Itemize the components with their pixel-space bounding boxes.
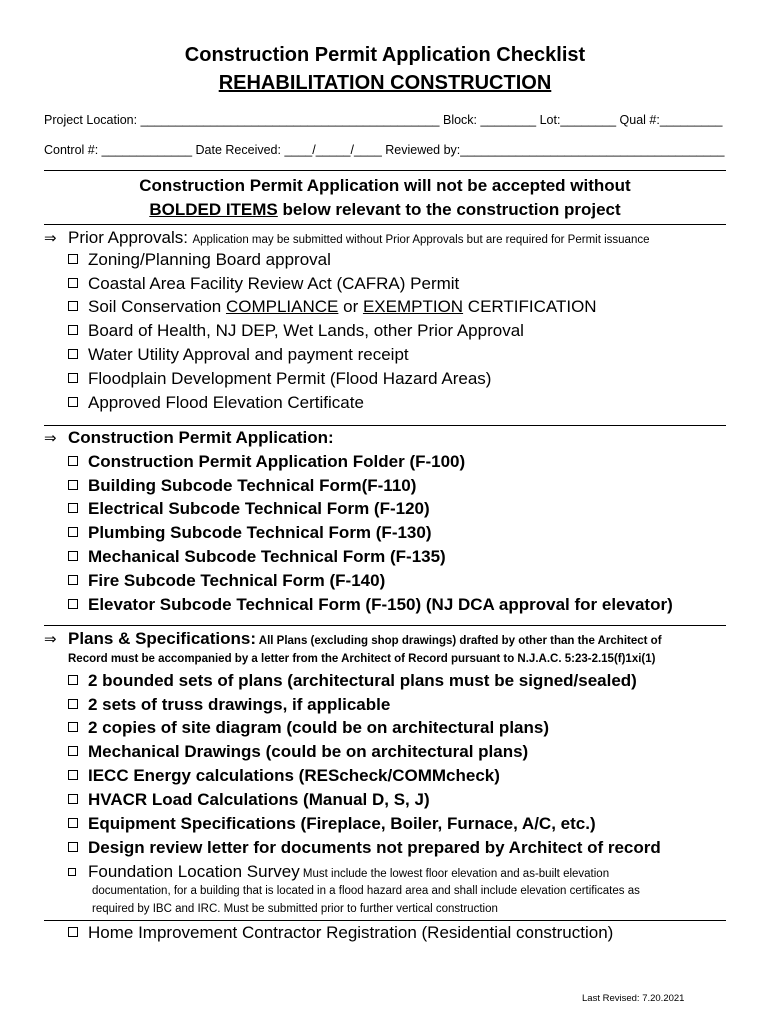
checklist-item[interactable]	[68, 250, 728, 270]
checklist-item[interactable]	[68, 695, 728, 715]
item-label: 2 copies of site diagram (could be on architectural plans)	[88, 718, 549, 737]
document-title: Construction Permit Application Checklist	[184, 44, 586, 66]
checklist-item[interactable]	[68, 523, 728, 543]
checklist-item[interactable]	[68, 838, 728, 858]
checkbox[interactable]	[68, 527, 78, 537]
checkbox[interactable]	[68, 699, 78, 709]
checkbox[interactable]	[68, 575, 78, 585]
checkbox[interactable]	[68, 722, 78, 732]
checkbox[interactable]	[68, 818, 78, 828]
checklist-item[interactable]	[68, 321, 728, 341]
notice-line-2	[0, 200, 770, 220]
checkbox[interactable]	[68, 794, 78, 804]
checklist-item[interactable]	[68, 547, 728, 567]
checklist-item-home-improvement[interactable]	[68, 923, 728, 943]
plans-heading	[44, 629, 734, 649]
foundation-note-line-2: documentation, for a building that is located in a flood hazard area and shall include elevation certificates as	[92, 885, 640, 897]
checklist-item[interactable]	[68, 274, 728, 294]
section-note: All Plans (excluding shop drawings) drafted by other than the Architect of	[256, 635, 662, 647]
checklist-item-foundation[interactable]	[68, 862, 728, 882]
control-number-line[interactable]: Control #: _____________ Date Received: ____/_____/____ Reviewed by:______________________________________	[44, 143, 725, 157]
section-note: Application may be submitted without Prior Approvals but are required for Permit issuance	[192, 234, 650, 246]
notice-line-1: Construction Permit Application will not be accepted without	[139, 176, 631, 195]
checklist-item[interactable]	[68, 718, 728, 738]
checkbox[interactable]	[68, 599, 78, 609]
item-label: Water Utility Approval and payment receipt	[88, 345, 409, 364]
item-label: 2 sets of truss drawings, if applicable	[88, 695, 391, 714]
item-label: Fire Subcode Technical Form (F-140)	[88, 571, 386, 590]
checkbox[interactable]	[68, 551, 78, 561]
checkbox[interactable]	[68, 480, 78, 490]
divider	[44, 920, 726, 921]
checkbox[interactable]	[68, 927, 78, 937]
item-label: Elevator Subcode Technical Form (F-150) (NJ DCA approval for elevator)	[88, 595, 673, 614]
prior-approvals-heading	[44, 228, 734, 248]
item-label: Floodplain Development Permit (Flood Hazard Areas)	[88, 369, 492, 388]
item-label: CERTIFICATION	[463, 297, 597, 316]
item-label: Home Improvement Contractor Registration (Residential construction)	[88, 923, 614, 942]
checklist-item[interactable]	[68, 369, 728, 389]
item-label: Zoning/Planning Board approval	[88, 250, 331, 269]
item-label: IECC Energy calculations (REScheck/COMMcheck)	[88, 766, 500, 785]
checklist-item[interactable]	[68, 345, 728, 365]
divider	[44, 625, 726, 626]
checklist-item[interactable]	[68, 499, 728, 519]
checkbox[interactable]	[68, 325, 78, 335]
foundation-note-line-3: required by IBC and IRC. Must be submitted prior to further vertical construction	[92, 903, 498, 915]
checklist-item[interactable]	[68, 766, 728, 786]
item-label: Soil Conservation	[88, 297, 226, 316]
checklist-item[interactable]	[68, 595, 728, 615]
item-note: Must include the lowest floor elevation and as-built elevation	[299, 868, 610, 880]
item-label: Mechanical Subcode Technical Form (F-135)	[88, 547, 446, 566]
divider	[44, 224, 726, 225]
section-title: Plans & Specifications:	[68, 629, 256, 648]
item-label: or	[338, 297, 363, 316]
item-label: Board of Health, NJ DEP, Wet Lands, other Prior Approval	[88, 321, 524, 340]
checkbox[interactable]	[68, 503, 78, 513]
checkbox[interactable]	[68, 254, 78, 264]
checkbox[interactable]	[68, 868, 76, 876]
item-label: Mechanical Drawings (could be on architectural plans)	[88, 742, 529, 761]
checkbox[interactable]	[68, 373, 78, 383]
compliance-label: COMPLIANCE	[225, 297, 339, 316]
arrow-icon: ⇒	[44, 631, 57, 648]
item-label: Coastal Area Facility Review Act (CAFRA) Permit	[88, 274, 460, 293]
construction-permit-heading	[44, 428, 734, 448]
checklist-item[interactable]	[68, 742, 728, 762]
item-label: HVACR Load Calculations (Manual D, S, J)	[88, 790, 430, 809]
arrow-icon: ⇒	[44, 430, 57, 447]
arrow-icon: ⇒	[44, 230, 57, 247]
project-location-line[interactable]: Project Location: ___________________________________________ Block: ________ Lot:________ Qual #:_________	[44, 113, 723, 127]
checkbox[interactable]	[68, 301, 78, 311]
divider	[44, 170, 726, 171]
checkbox[interactable]	[68, 349, 78, 359]
item-label: Building Subcode Technical Form(F-110)	[88, 476, 417, 495]
checklist-item[interactable]	[68, 814, 728, 834]
checklist-item[interactable]	[68, 297, 728, 317]
last-revised: Last Revised: 7.20.2021	[582, 993, 685, 1004]
item-label: Design review letter for documents not prepared by Architect of record	[88, 838, 661, 857]
plans-note-continued: Record must be accompanied by a letter from the Architect of Record pursuant to N.J.A.C. 5:23-2.15(f)1xi(1)	[68, 653, 656, 665]
checkbox[interactable]	[68, 842, 78, 852]
checklist-item[interactable]	[68, 393, 728, 413]
checkbox[interactable]	[68, 675, 78, 685]
document-subtitle: REHABILITATION CONSTRUCTION	[218, 72, 552, 94]
checklist-item[interactable]	[68, 671, 728, 691]
item-label: Foundation Location Survey	[88, 862, 300, 881]
item-label: Plumbing Subcode Technical Form (F-130)	[88, 523, 432, 542]
checkbox[interactable]	[68, 456, 78, 466]
checklist-item[interactable]	[68, 476, 728, 496]
section-title: Construction Permit Application:	[68, 428, 334, 447]
checkbox[interactable]	[68, 770, 78, 780]
notice-bolded-items: BOLDED ITEMS	[149, 200, 278, 219]
checkbox[interactable]	[68, 397, 78, 407]
notice-rest: below relevant to the construction project	[277, 200, 621, 219]
item-label: Approved Flood Elevation Certificate	[88, 393, 364, 412]
divider	[44, 425, 726, 426]
checklist-item[interactable]	[68, 790, 728, 810]
checkbox[interactable]	[68, 746, 78, 756]
section-title: Prior Approvals:	[68, 228, 188, 247]
checklist-item[interactable]	[68, 571, 728, 591]
item-label: Equipment Specifications (Fireplace, Boiler, Furnace, A/C, etc.)	[88, 814, 596, 833]
item-label: 2 bounded sets of plans (architectural plans must be signed/sealed)	[88, 671, 637, 690]
checklist-item[interactable]	[68, 452, 728, 472]
item-label: Electrical Subcode Technical Form (F-120)	[88, 499, 430, 518]
checkbox[interactable]	[68, 278, 78, 288]
item-label: Construction Permit Application Folder (F-100)	[88, 452, 466, 471]
exemption-label: EXEMPTION	[362, 297, 464, 316]
